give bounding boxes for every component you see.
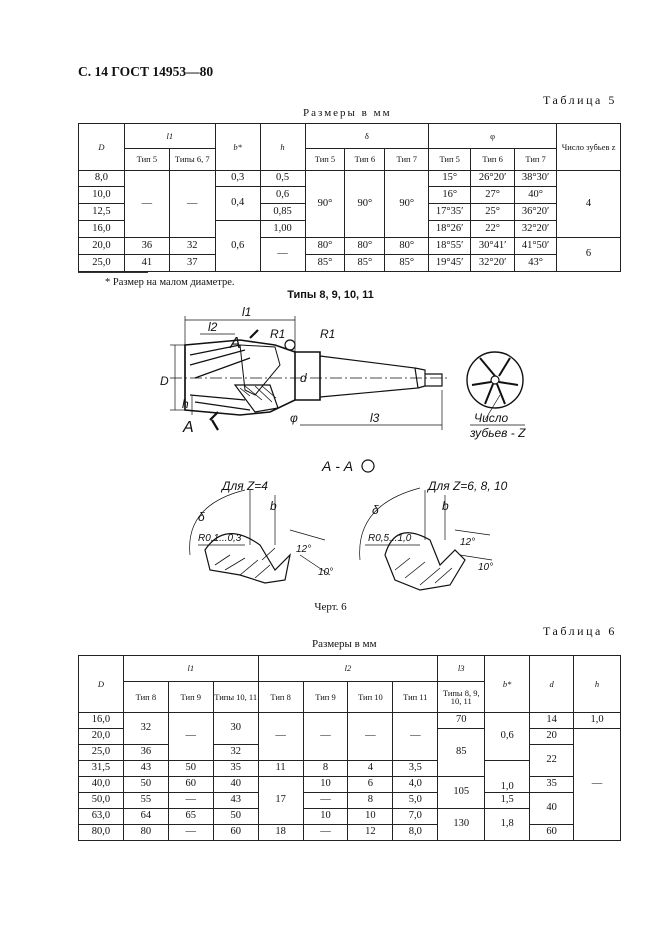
cell-phi: 27° bbox=[471, 187, 515, 204]
header-delta: δ bbox=[305, 124, 429, 149]
cell-b: 1,0 bbox=[485, 761, 530, 793]
table6-units: Размеры в мм bbox=[312, 638, 377, 650]
cell-delta: 85° bbox=[305, 255, 345, 272]
cell-D: 31,5 bbox=[79, 761, 124, 777]
label-b-right: b bbox=[442, 499, 449, 513]
cell-phi: 38°30′ bbox=[515, 171, 557, 187]
cell-l1-t1011: 43 bbox=[213, 793, 258, 809]
header-l1: l1 bbox=[123, 656, 258, 682]
cell-l1-t8: 36 bbox=[123, 745, 168, 761]
cell-D: 25,0 bbox=[79, 255, 125, 272]
cell-l1-t9: — bbox=[168, 825, 213, 841]
cell-D: 80,0 bbox=[79, 825, 124, 841]
header-D: D bbox=[79, 124, 125, 171]
cell-l2-t9: 8 bbox=[303, 761, 348, 777]
cell-phi: 17°35′ bbox=[429, 204, 471, 221]
header-l1-tip67: Типы 6, 7 bbox=[169, 149, 215, 171]
cell-delta: 80° bbox=[305, 238, 345, 255]
cell-delta: 90° bbox=[385, 171, 429, 238]
cell-h: 0,85 bbox=[260, 204, 305, 221]
cell-D: 12,5 bbox=[79, 204, 125, 221]
cell-phi: 32°20′ bbox=[471, 255, 515, 272]
label-section: А - А bbox=[322, 458, 354, 474]
label-h: h bbox=[182, 397, 189, 411]
header-h: h bbox=[574, 656, 621, 713]
cell-h: — bbox=[574, 729, 621, 841]
cell-l1-t8: 43 bbox=[123, 761, 168, 777]
cell-l2-t10: 6 bbox=[348, 777, 393, 793]
label-D: D bbox=[160, 374, 169, 388]
cell-z: 6 bbox=[557, 238, 621, 272]
cell-l2-t9: 10 bbox=[303, 777, 348, 793]
cell-l2-t11: 7,0 bbox=[393, 809, 438, 825]
label-b-left: b bbox=[270, 499, 277, 513]
cell-l3: 70 bbox=[438, 713, 485, 729]
cell-D: 16,0 bbox=[79, 713, 124, 729]
label-angle-12-right: 12° bbox=[460, 537, 476, 548]
cell-h: 0,5 bbox=[260, 171, 305, 187]
header-l2-t9: Тип 9 bbox=[303, 682, 348, 713]
header-delta-tip7: Тип 7 bbox=[385, 149, 429, 171]
cell-d: 14 bbox=[530, 713, 574, 729]
label-r1a: R1 bbox=[270, 327, 286, 341]
cell-l2-t10: 4 bbox=[348, 761, 393, 777]
cell-h: 0,6 bbox=[260, 187, 305, 204]
figure-title: Типы 8, 9, 10, 11 bbox=[287, 289, 374, 301]
header-h: h bbox=[260, 124, 305, 171]
cell-l1-t8: 55 bbox=[123, 793, 168, 809]
header-l1: l1 bbox=[124, 124, 215, 149]
cell-l2-t10: 12 bbox=[348, 825, 393, 841]
cell-phi: 40° bbox=[515, 187, 557, 204]
cell-l1-t8: 64 bbox=[123, 809, 168, 825]
header-z: Число зубьев z bbox=[557, 124, 621, 171]
header-delta-tip5: Тип 5 bbox=[305, 149, 345, 171]
cell-phi: 36°20′ bbox=[515, 204, 557, 221]
header-l3: l3 bbox=[438, 656, 485, 682]
figure-caption: Черт. 6 bbox=[314, 601, 347, 613]
cell-b: 1,8 bbox=[485, 809, 530, 841]
cell-l2-t11: 4,0 bbox=[393, 777, 438, 793]
cell-l1-t8: 80 bbox=[123, 825, 168, 841]
label-radius-1: R0,1...0,3 bbox=[198, 533, 242, 544]
cell-l1-t1011: 32 bbox=[213, 745, 258, 761]
label-z6: Для Z=6, 8, 10 bbox=[428, 479, 508, 493]
tool-drawing bbox=[0, 300, 661, 600]
cell-delta: 90° bbox=[305, 171, 345, 238]
cell-h: 1,00 bbox=[260, 221, 305, 238]
label-a-bottom: A bbox=[183, 419, 194, 436]
cell-delta: 85° bbox=[345, 255, 385, 272]
cell-l2-t9: — bbox=[303, 793, 348, 809]
cell-l1-t9: 50 bbox=[168, 761, 213, 777]
cell-d: 35 bbox=[530, 777, 574, 793]
header-d: d bbox=[530, 656, 574, 713]
header-l1-t8: Тип 8 bbox=[123, 682, 168, 713]
table6 bbox=[78, 655, 621, 841]
cell-l1-t1011: 35 bbox=[213, 761, 258, 777]
cell-d: 22 bbox=[530, 745, 574, 777]
footnote: * Размер на малом диаметре. bbox=[105, 277, 235, 288]
label-l3: l3 bbox=[370, 411, 380, 425]
cell-phi: 19°45′ bbox=[429, 255, 471, 272]
cell-delta: 80° bbox=[385, 238, 429, 255]
label-delta-left: δ bbox=[198, 510, 205, 524]
cell-l3: 130 bbox=[438, 809, 485, 841]
cell-delta: 80° bbox=[345, 238, 385, 255]
header-l1-t1011: Типы 10, 11 bbox=[213, 682, 258, 713]
cell-phi: 41°50′ bbox=[515, 238, 557, 255]
cell-d: 20 bbox=[530, 729, 574, 745]
cell-l2-t8: — bbox=[258, 713, 303, 761]
cell-l1-t9: — bbox=[168, 713, 213, 761]
cell-l1-t1011: 30 bbox=[213, 713, 258, 745]
cell-b: 0,4 bbox=[215, 187, 260, 221]
cell-delta: 90° bbox=[345, 171, 385, 238]
cell-l1-t8: 32 bbox=[123, 713, 168, 745]
cell-l3: 105 bbox=[438, 777, 485, 809]
cell-l1: 36 bbox=[124, 238, 169, 255]
cell-d: 40 bbox=[530, 793, 574, 825]
cell-phi: 18°26′ bbox=[429, 221, 471, 238]
cell-D: 50,0 bbox=[79, 793, 124, 809]
page-header: С. 14 ГОСТ 14953—80 bbox=[78, 64, 214, 79]
label-radius-2: R0,5...1,0 bbox=[368, 533, 412, 544]
cell-l2-t10: 8 bbox=[348, 793, 393, 809]
header-phi: φ bbox=[429, 124, 557, 149]
cell-l3: 85 bbox=[438, 729, 485, 777]
cell-l2-t11: 8,0 bbox=[393, 825, 438, 841]
header-delta-tip6: Тип 6 bbox=[345, 149, 385, 171]
label-phi: φ bbox=[290, 411, 298, 425]
table5-title: Таблица 5 bbox=[543, 93, 617, 107]
cell-D: 10,0 bbox=[79, 187, 125, 204]
cell-h: 1,0 bbox=[574, 713, 621, 729]
cell-l1-t9: 60 bbox=[168, 777, 213, 793]
cell-l2-t8: 18 bbox=[258, 825, 303, 841]
label-angle-10-left: 10° bbox=[318, 567, 334, 578]
cell-D: 20,0 bbox=[79, 238, 125, 255]
cell-phi: 30°41′ bbox=[471, 238, 515, 255]
cell-phi: 25° bbox=[471, 204, 515, 221]
table5-units: Размеры в мм bbox=[303, 107, 392, 119]
label-angle-10-right: 10° bbox=[478, 562, 494, 573]
cell-phi: 16° bbox=[429, 187, 471, 204]
cell-D: 8,0 bbox=[79, 171, 125, 187]
cell-l1-t9: — bbox=[168, 793, 213, 809]
header-l1-tip5: Тип 5 bbox=[124, 149, 169, 171]
header-l2-t11: Тип 11 bbox=[393, 682, 438, 713]
label-r1b: R1 bbox=[320, 327, 336, 341]
cell-l1: — bbox=[169, 171, 215, 238]
cell-phi: 15° bbox=[429, 171, 471, 187]
cell-phi: 26°20′ bbox=[471, 171, 515, 187]
label-delta-right: δ bbox=[372, 503, 379, 517]
header-b: b* bbox=[485, 656, 530, 713]
header-D: D bbox=[79, 656, 124, 713]
cell-l2-t9: 10 bbox=[303, 809, 348, 825]
cell-l1: — bbox=[124, 171, 169, 238]
header-l3-types: Типы 8, 9, 10, 11 bbox=[438, 682, 485, 713]
cell-D: 63,0 bbox=[79, 809, 124, 825]
cell-l1-t1011: 60 bbox=[213, 825, 258, 841]
header-b: b* bbox=[215, 124, 260, 171]
cell-l2-t8: 17 bbox=[258, 777, 303, 825]
table6-title: Таблица 6 bbox=[543, 624, 617, 638]
cell-l1-t9: 65 bbox=[168, 809, 213, 825]
cell-l1-t8: 50 bbox=[123, 777, 168, 793]
label-l1: l1 bbox=[242, 305, 252, 319]
cell-phi: 43° bbox=[515, 255, 557, 272]
header-phi-tip6: Тип 6 bbox=[471, 149, 515, 171]
cell-phi: 18°55′ bbox=[429, 238, 471, 255]
header-l2-t10: Тип 10 bbox=[348, 682, 393, 713]
footnote-rule bbox=[78, 272, 148, 273]
cell-l1: 37 bbox=[169, 255, 215, 272]
cell-h: — bbox=[260, 238, 305, 272]
header-phi-tip5: Тип 5 bbox=[429, 149, 471, 171]
cell-l2-t11: — bbox=[393, 713, 438, 761]
label-teeth-1: Число bbox=[474, 411, 509, 425]
header-l2: l2 bbox=[258, 656, 438, 682]
label-angle-12-left: 12° bbox=[296, 544, 312, 555]
cell-l1-t1011: 40 bbox=[213, 777, 258, 793]
cell-l2-t10: 10 bbox=[348, 809, 393, 825]
cell-l1-t1011: 50 bbox=[213, 809, 258, 825]
cell-l2-t10: — bbox=[348, 713, 393, 761]
cell-D: 20,0 bbox=[79, 729, 124, 745]
cell-z: 4 bbox=[557, 171, 621, 238]
cell-l2-t11: 5,0 bbox=[393, 793, 438, 809]
cell-d: 60 bbox=[530, 825, 574, 841]
cell-delta: 85° bbox=[385, 255, 429, 272]
label-teeth-2: зубьев - Z bbox=[470, 426, 526, 440]
cell-l1: 41 bbox=[124, 255, 169, 272]
cell-phi: 22° bbox=[471, 221, 515, 238]
label-l2: l2 bbox=[208, 320, 218, 334]
cell-l2-t9: — bbox=[303, 825, 348, 841]
cell-D: 40,0 bbox=[79, 777, 124, 793]
header-phi-tip7: Тип 7 bbox=[515, 149, 557, 171]
cell-l2-t8: 11 bbox=[258, 761, 303, 777]
cell-b: 0,3 bbox=[215, 171, 260, 187]
table5 bbox=[78, 123, 621, 272]
label-d: d bbox=[300, 371, 307, 385]
cell-D: 25,0 bbox=[79, 745, 124, 761]
label-z4: Для Z=4 bbox=[222, 479, 268, 493]
cell-b: 0,6 bbox=[215, 221, 260, 272]
cell-l1: 32 bbox=[169, 238, 215, 255]
cell-D: 16,0 bbox=[79, 221, 125, 238]
header-l1-t9: Тип 9 bbox=[168, 682, 213, 713]
cell-l2-t9: — bbox=[303, 713, 348, 761]
cell-l2-t11: 3,5 bbox=[393, 761, 438, 777]
cell-b: 1,5 bbox=[485, 793, 530, 809]
header-l2-t8: Тип 8 bbox=[258, 682, 303, 713]
cell-phi: 32°20′ bbox=[515, 221, 557, 238]
label-a-top: A bbox=[230, 335, 241, 352]
cell-b: 0,6 bbox=[485, 713, 530, 761]
